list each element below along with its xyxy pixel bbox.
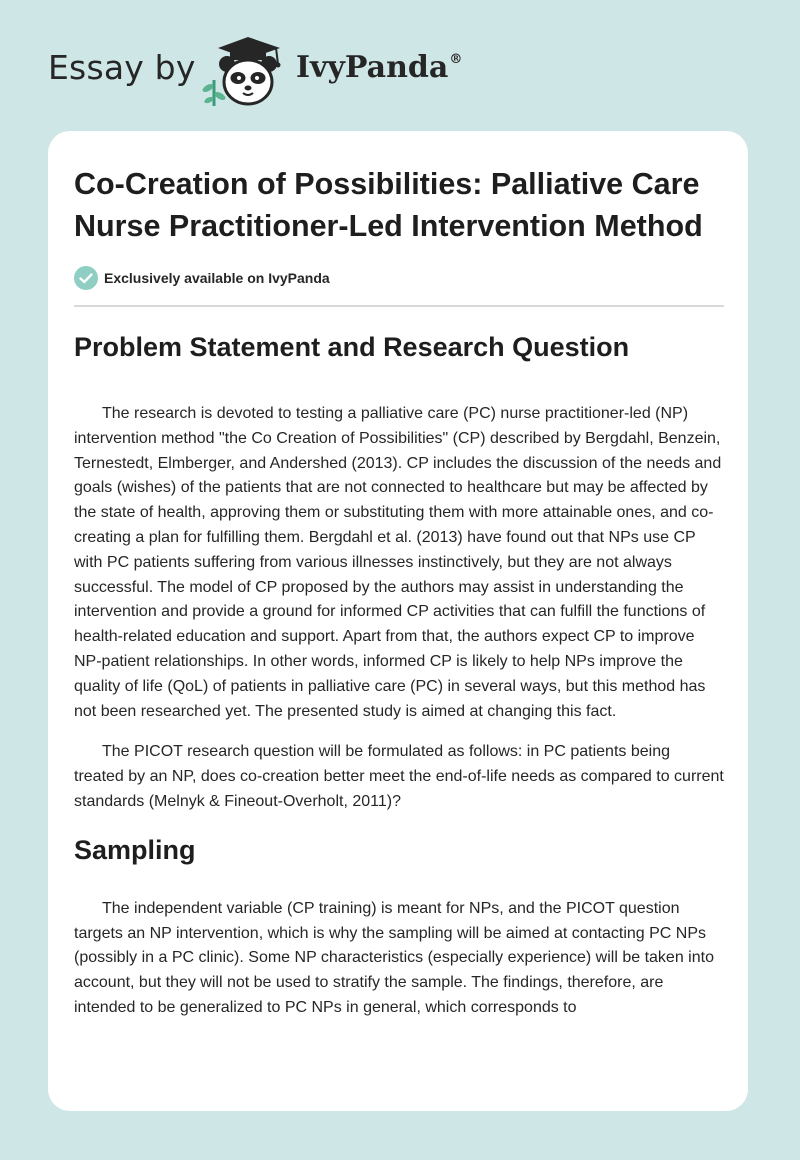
section-heading-sampling: Sampling xyxy=(74,834,196,865)
exclusive-badge xyxy=(74,265,724,291)
check-circle-icon xyxy=(74,266,98,290)
paragraph: The independent variable (CP training) is meant for NPs, and the PICOT question targets an NP intervention, which is why the sampling will be aimed at contacting PC NPs (possibly in a PC clinic). Some NP characteristics (especially experience) will be taken into account, but they will not be used to stratify the sample. The findings, therefore, are intended to be generalized to PC NPs in general, which corresponds to xyxy=(74,899,714,1016)
panda-logo-icon[interactable] xyxy=(200,34,292,110)
site-header xyxy=(48,30,508,110)
brand-name[interactable] xyxy=(296,50,462,85)
title-divider xyxy=(74,305,724,307)
exclusive-badge-text: Exclusively available on IvyPanda xyxy=(104,270,330,286)
article-content xyxy=(74,163,724,1021)
brand-prefix: Essay by xyxy=(48,48,196,87)
article-card xyxy=(48,131,748,1111)
registered-mark: ® xyxy=(449,52,463,67)
brand-name-text: IvyPanda xyxy=(296,50,449,85)
section-heading-problem-statement: Problem Statement and Research Question xyxy=(74,332,630,362)
paragraph: The PICOT research question will be formulated as follows: in PC patients being treated by an NP, does co-creation better meet the end-of-life needs as compared to current standards (Melnyk & Fineout-Overholt, 2011)? xyxy=(74,743,724,810)
paragraph: The research is devoted to testing a palliative care (PC) nurse practitioner-led (NP) intervention method "the Co Creation of Possibilities" (CP) described by Bergdahl, Benzein, Ternestedt, Elmberger, and Andershed (2013). CP includes the discussion of the needs and goals (wishes) of the patients that are not connected to healthcare but may be affected by the state of health, approving them or substituting them with more attainable ones, and co-creating a plan for fulfilling them. Bergdahl et al. (2013) have found out that NPs use CP with PC patients suffering from various illnesses instinctively, but they are not always successful. The model of CP proposed by the authors may assist in understanding the intervention and provide a ground for informed CP activities that can fulfill the functions of health-related education and support. Apart from that, the authors expect CP to improve NP-patient relationships. In other words, informed CP is likely to help NPs improve the quality of life (QoL) of patients in palliative care (PC) in several ways, but this method has not been researched yet. The presented study is aimed at changing this fact. xyxy=(74,405,722,720)
article-title: Co-Creation of Possibilities: Palliative Care Nurse Practitioner-Led Intervention Method xyxy=(74,167,703,243)
